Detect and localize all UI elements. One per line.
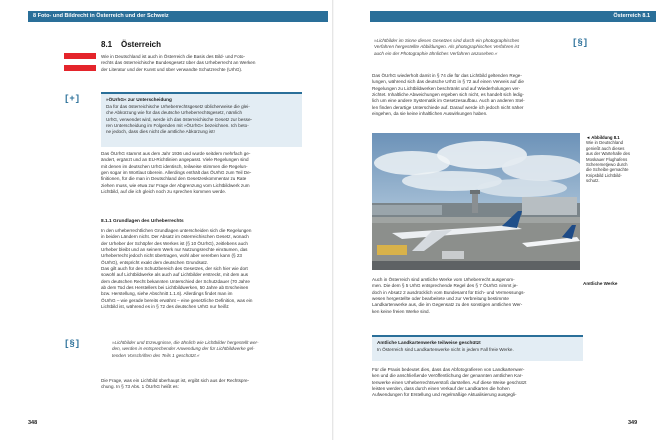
text-line: Lichtbild, auf die ich gleich noch zu sprechen kommen werde. bbox=[101, 189, 227, 195]
info-box-title: »ÖUrhG« zur Unterscheidung bbox=[106, 97, 172, 102]
left-running-header: 8 Foto- und Bildrecht in Österreich und der Schweiz bbox=[28, 11, 328, 22]
text-line: eingehen, da sie keine inhaltlichen Auswirkungen haben. bbox=[372, 111, 488, 117]
text-line: lungen, während sich das deutsche UrhG in § 72 auf einen Verweis auf die bbox=[372, 79, 524, 85]
page-number: 349 bbox=[628, 420, 638, 426]
text-line: men. Die dem § 5 UrhG entsprechende Regel des § 7 ÖUrhG nimmt je- bbox=[372, 283, 518, 289]
text-line: »Lichtbilder und Erzeugnisse, die ähnlich wie Lichtbilder hergestellt wer- bbox=[112, 340, 259, 345]
right-running-header: Österreich 8.1 bbox=[370, 11, 656, 22]
text-line: Lichtbild ist, während es in § 72 des deutschen UrhG nur heißt: bbox=[101, 304, 230, 310]
text-line: Wie in Deutschland bbox=[586, 140, 624, 146]
text-line: Wie in Deutschland ist auch in Österreich die Basis des Bild- und Foto- bbox=[101, 54, 246, 59]
body-paragraph bbox=[101, 228, 301, 266]
text-line: ziehen muss, wie etwa zur Frage der Abgrenzung vom Lichtbildwerk zum bbox=[101, 182, 250, 188]
text-line: Die Frage, was ein Lichtbild überhaupt ist, ergibt sich aus der Rechtspre- bbox=[101, 378, 250, 383]
text-line: gen sogar im Wortlaut überein. Allerdings enthält das ÖUrhG zum Teil De- bbox=[101, 170, 252, 176]
text-line: ren Unterscheidung im Folgenden mit »ÖUrhG« bezeichnen. Ich beto- bbox=[106, 122, 249, 128]
text-line: Scheremetjewo durch bbox=[586, 162, 628, 168]
law-quote bbox=[112, 340, 302, 359]
body-paragraph bbox=[101, 378, 301, 391]
text-line: Regelungen zu Lichtbildwerken beschränkt und auf Wiederholungen ver- bbox=[372, 85, 521, 91]
text-line: in beiden Ländern nicht. Der Absatz im österreichischen Gesetz, wonach bbox=[101, 234, 249, 240]
text-line: bzw. Herstellung, siehe Abschnitt 1.1.6). Allerdings findet man im bbox=[101, 291, 233, 297]
info-box bbox=[372, 335, 583, 361]
subsection-heading: 8.1.1 Grundlagen des Urheberrechts bbox=[101, 219, 184, 224]
info-box bbox=[101, 92, 302, 147]
text-line: Für die Praxis bedeutet dies, dass das Abfotografieren von Landkartenwer- bbox=[372, 367, 525, 372]
text-line: schutz. bbox=[586, 178, 600, 184]
text-line: ken keine freien Werke sind. bbox=[372, 308, 430, 314]
info-box-title: Amtliche Landkartenwerke teilweise geschützt bbox=[377, 340, 481, 345]
body-paragraph bbox=[372, 73, 580, 117]
text-line: mit denen im deutschen UrhG identisch, teilweise stimmen die Regelun- bbox=[101, 163, 248, 169]
text-line: den, werden in entsprechender Anwendung der für Lichtbildwerke gel- bbox=[112, 346, 255, 352]
body-paragraph bbox=[101, 266, 301, 310]
text-line: ändert, ergänzt und an EU-Richtlinien angepasst. Viele Regelungen sind bbox=[101, 157, 249, 163]
intro-paragraph bbox=[101, 54, 301, 73]
law-marker-icon: [§] bbox=[64, 339, 81, 349]
text-line: tenden Vorschriften des Teils 1 geschützt.« bbox=[112, 352, 200, 358]
text-line: der Literatur und der Kunst und über verwandte Schutzrechte (UrhG). bbox=[101, 66, 243, 72]
text-line: chung. In § 73 Abs. 1 ÖUrhG heißt es: bbox=[101, 384, 179, 390]
text-line: zichtet. Inhaltliche Abweichungen ergeben sich nicht, es handelt sich ledig- bbox=[372, 92, 524, 98]
text-line: In den urheberrechtlichen Grundlagen unterscheiden sich die Regelungen bbox=[101, 228, 252, 233]
margin-label: Amtliche Werke bbox=[583, 281, 618, 286]
page-number: 348 bbox=[28, 420, 38, 426]
law-marker-icon: [§] bbox=[572, 38, 589, 48]
text-line: Moskauer Flughafens bbox=[586, 156, 628, 162]
austrian-flag-icon bbox=[64, 53, 96, 71]
text-line: Verfahren hergestellte Abbildungen. Als photographisches Verfahren ist bbox=[374, 44, 520, 50]
text-line: der Urheber der Schöpfer des Werkes ist (§ 10 ÖUrhG), zeitlebens auch bbox=[101, 240, 248, 246]
text-line: aus der Wartehalle des bbox=[586, 151, 631, 157]
text-line: leisten werden, dass durch einen Verkauf der Landkarten die hohen bbox=[372, 386, 510, 392]
text-line: »Lichtbilder im Sinne dieses Gesetzes sind durch ein photographisches bbox=[374, 38, 520, 43]
section-number: 8.1 bbox=[101, 40, 113, 49]
text-line: Auch in Österreich sind amtliche Werke vom Urheberrecht ausgenom- bbox=[372, 277, 515, 282]
section-title: Österreich bbox=[121, 40, 162, 49]
text-line: dem deutschen Recht bekannten Unterschied der Schutzdauer (70 Jahre bbox=[101, 278, 250, 284]
text-line: Das ÖUrhG wiederholt damit in § 74 die für das Lichtbild geltenden Rege- bbox=[372, 73, 522, 78]
text-line: finitionen, für die man in Deutschland den Gesetzeskommentar zu Rate bbox=[101, 176, 247, 182]
right-page bbox=[334, 0, 668, 440]
text-line: lich um eine andere Systematik im Gesetzesaufbau. Auch an anderen Stel- bbox=[372, 98, 525, 104]
text-line: doch in Absatz 2 ausdrücklich vom Bundesamt für Eich- und Vermessungs- bbox=[372, 289, 525, 295]
text-line: len finden derartige Unterschiede auf. Darauf werde ich jedoch nicht näher bbox=[372, 104, 524, 110]
text-line: rechts das österreichische Bundesgesetz über das Urheberrecht an Werken bbox=[101, 60, 256, 66]
text-line: die Scheibe gemachte bbox=[586, 167, 629, 173]
text-line: che Abkürzung wie für das deutsche Urheberrechtsgesetz, nämlich bbox=[106, 110, 243, 116]
text-line: Das ÖUrhG stammt aus dem Jahr 1936 und wurde seitdem mehrfach ge- bbox=[101, 151, 251, 156]
text-line: ÖUrhG – wie gerade bereits erwähnt – eine gesetzliche Definition, was ein bbox=[101, 297, 253, 303]
info-box-body bbox=[377, 347, 578, 353]
body-paragraph bbox=[372, 277, 580, 315]
text-line: In Österreich sind Landkartenwerke nicht in jedem Fall freie Werke. bbox=[377, 347, 514, 352]
body-paragraph bbox=[101, 151, 301, 195]
text-line: auch ein der Photographie ähnliches Verfahren anzusehen.« bbox=[374, 50, 498, 56]
figure-caption bbox=[586, 135, 654, 184]
text-line: ÖUrhG), entspricht exakt dem deutschen Grundsatz. bbox=[101, 259, 209, 265]
text-line: genießt auch dieses bbox=[586, 145, 625, 151]
text-line: sowohl auf Lichtbildwerke als auch auf Lichtbilder erstreckt, mit dem aus bbox=[101, 272, 249, 278]
text-line: Urheber bleibt und an seinem Werk nur Nutzungsrechte einräumen, das bbox=[101, 247, 248, 253]
text-line: UrhG, verwendet wird, werde ich das österreichische Gesetz zur besse- bbox=[106, 116, 253, 122]
law-quote bbox=[374, 38, 559, 57]
text-line: Knipsbild Lichtbild- bbox=[586, 172, 622, 178]
caption-title: ◄ Abbildung 8.1 bbox=[586, 135, 620, 140]
body-paragraph bbox=[372, 367, 580, 399]
airport-photo bbox=[372, 133, 580, 270]
text-line: Da für das österreichische Urheberrechtsgesetz üblicherweise die glei- bbox=[106, 104, 250, 109]
text-line: Aufwendungen für Erstellung und regelmäßige Aktualisierung ausgegli- bbox=[372, 392, 517, 398]
text-line: ab dem Tod des Herstellers bei Lichtbildwerken, 50 Jahre ab Erscheinen bbox=[101, 285, 249, 291]
text-line: wesen hergestellte oder bearbeitete und zur Verbreitung bestimmte bbox=[372, 296, 509, 302]
text-line: tenwerke einen Urheberrechtsverstoß darstellen. Auf diese Weise geschützt bbox=[372, 379, 527, 385]
info-box-body bbox=[106, 104, 297, 135]
text-line: Das gilt auch für den Schutzbereich des Gesetzes, der sich hier wie dort bbox=[101, 266, 248, 271]
text-line: Landkartenwerke aus, die im Gegensatz zu den sonstigen amtlichen Wer- bbox=[372, 302, 523, 308]
text-line: ne jedoch, dass dies nicht die amtliche Abkürzung ist! bbox=[106, 129, 215, 135]
text-line: ken und die anschließende Veröffentlichung der genannten amtlichen Kar- bbox=[372, 373, 523, 379]
info-marker-icon: [+] bbox=[64, 94, 81, 104]
text-line: Urheberrecht jedoch nicht übertragen, wohl aber vererben kann (§ 23 bbox=[101, 253, 242, 259]
